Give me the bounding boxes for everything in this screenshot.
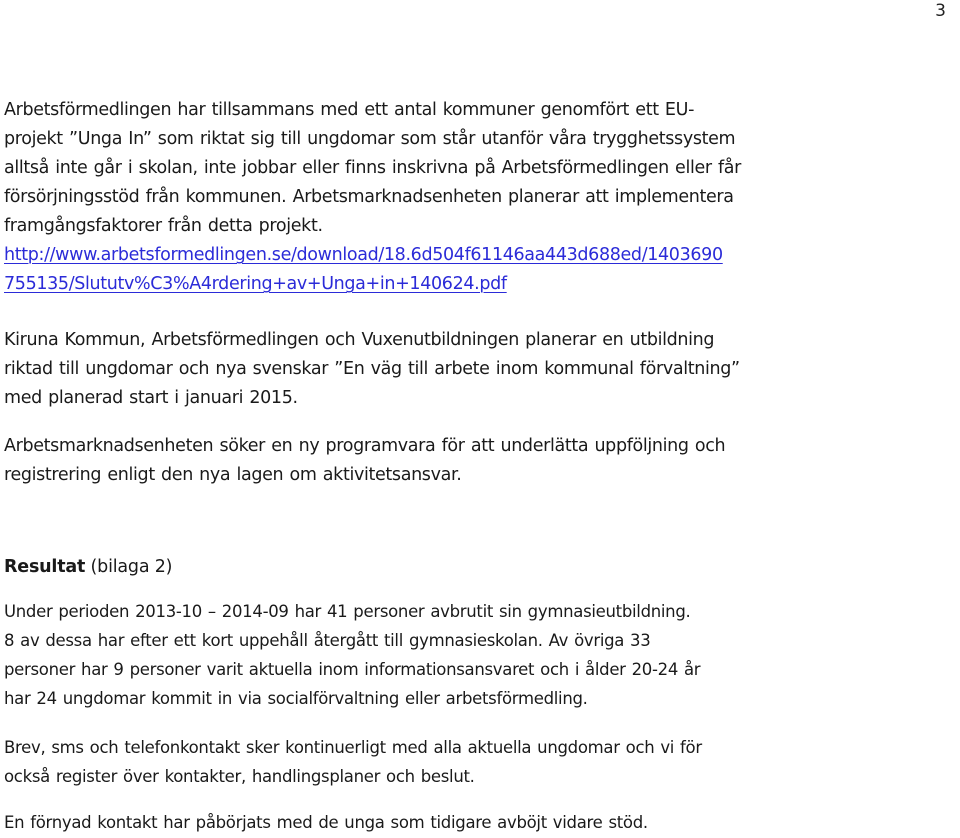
paragraph-line: har 24 ungdomar kommit in via socialförvaltning eller arbetsförmedling.: [4, 689, 588, 708]
paragraph-line: riktad till ungdomar och nya svenskar ”En väg till arbete inom kommunal förvaltning”: [4, 359, 740, 379]
paragraph-unga-in-project: [4, 96, 954, 299]
paragraph-line: Under perioden 2013-10 – 2014-09 har 41 personer avbrutit sin gymnasieutbildning.: [4, 602, 691, 621]
paragraph-line: Kiruna Kommun, Arbetsförmedlingen och Vuxenutbildningen planerar en utbildning: [4, 330, 715, 350]
paragraph-line: Arbetsförmedlingen har tillsammans med ett antal kommuner genomfört ett EU-: [4, 100, 695, 120]
paragraph-line: projekt ”Unga In” som riktat sig till ungdomar som står utanför våra trygghetssystem: [4, 129, 736, 149]
paragraph-line: försörjningsstöd från kommunen. Arbetsmarknadsenheten planerar att implementera: [4, 187, 734, 207]
paragraph-line: med planerad start i januari 2015.: [4, 388, 298, 408]
paragraph-line: alltså inte går i skolan, inte jobbar eller finns inskrivna på Arbetsförmedlingen eller får: [4, 158, 742, 178]
section-heading-resultat: [4, 553, 172, 582]
paragraph-contact-methods: [4, 733, 954, 791]
heading-bold-text: Resultat: [4, 557, 86, 577]
paragraph-line: också register över kontakter, handlingsplaner och beslut.: [4, 767, 475, 786]
paragraph-line: 8 av dessa har efter ett kort uppehåll återgått till gymnasieskolan. Av övriga 33: [4, 631, 651, 650]
paragraph-line: framgångsfaktorer från detta projekt.: [4, 216, 323, 236]
paragraph-line: Arbetsmarknadsenheten söker en ny programvara för att underlätta uppföljning och: [4, 436, 726, 456]
report-link-continuation[interactable]: 755135/Slututv%C3%A4rdering+av+Unga+in+140624.pdf: [4, 274, 507, 294]
paragraph-results-statistics: [4, 597, 954, 713]
paragraph-kiruna-education: [4, 326, 954, 413]
paragraph-line: registrering enligt den nya lagen om aktivitetsansvar.: [4, 465, 462, 485]
heading-annex-note: (bilaga 2): [90, 557, 173, 577]
paragraph-line: Brev, sms och telefonkontakt sker kontinuerligt med alla aktuella ungdomar och vi för: [4, 738, 702, 757]
page-number: 3: [935, 1, 946, 21]
paragraph-software-search: [4, 432, 954, 490]
paragraph-line: En förnyad kontakt har påbörjats med de unga som tidigare avböjt vidare stöd.: [4, 813, 648, 832]
report-link[interactable]: http://www.arbetsformedlingen.se/download/18.6d504f61146aa443d688ed/1403690: [4, 245, 723, 265]
paragraph-renewed-contact: [4, 808, 954, 837]
paragraph-line: personer har 9 personer varit aktuella inom informationsansvaret och i ålder 20-24 år: [4, 660, 701, 679]
